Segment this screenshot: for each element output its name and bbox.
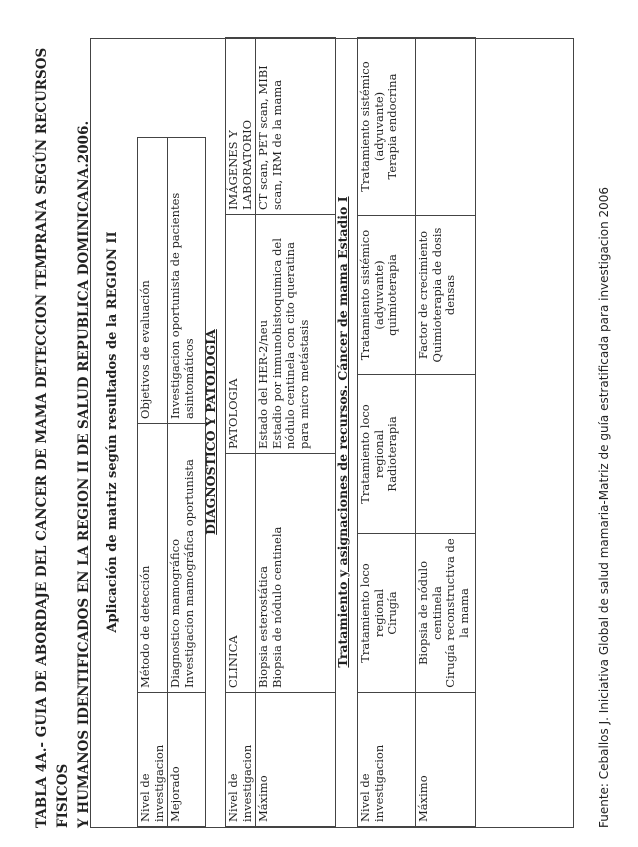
treatment-cell-line: Factor de crecimiento <box>416 230 430 360</box>
diagnosis-cell <box>256 215 336 454</box>
treatment-cell <box>416 534 476 693</box>
diagnosis-header: CLINICA <box>226 454 256 693</box>
diagnosis-table <box>225 37 336 827</box>
treatment-header-line: quimioterapia <box>385 254 399 336</box>
treatment-header <box>358 38 416 216</box>
diagnosis-header: Nivel de investigacion <box>226 693 256 827</box>
treatment-header-line: Tratamiento loco regional <box>358 563 386 663</box>
diagnosis-pathology-line: Estadio por inmunohistoquimica del nódulo centinela con cito queratina para micro metástasis <box>269 238 311 449</box>
treatment-header-line: Tratamiento sistémico (adyuvante) <box>358 61 386 192</box>
treatment-cell-line: Biopsia de nódulo centinela <box>416 560 444 666</box>
detection-cell: Mejorado <box>168 693 206 827</box>
treatment-header-line: Radioterapia <box>385 416 399 492</box>
source-footnote: Fuente: Ceballos J. Iniciativa Global de salud mamaria-Matriz de guía estratificada para investigacion 2006 <box>597 186 611 828</box>
treatment-heading: Tratamiento y asignaciones de recursos. Cáncer de mama Estadio I <box>335 196 350 668</box>
diagnosis-cell: Máximo <box>256 693 336 827</box>
diagnosis-header: PATOLOGIA <box>226 215 256 454</box>
diagnosis-clinic-line: Biopsia esterostática <box>256 565 270 688</box>
diagnosis-clinic-line: Biopsia de nódulo centinela <box>269 526 284 688</box>
detection-header: Objetivos de evaluación <box>138 138 168 424</box>
title-line-2: Y HUMANOS IDENTIFICADOS EN LA REGION II DE SALUD REPUBLICA DOMINICANA.2006. <box>76 120 92 828</box>
detection-method-line: Investigacion mamográfica oportunista <box>181 459 196 688</box>
treatment-cell-line: Quimioterapia de dosis densas <box>429 227 457 363</box>
treatment-header-line: Cirugía <box>385 591 399 635</box>
treatment-header <box>358 534 416 693</box>
matrix-subtitle: Aplicación de matriz según resultados de la REGION II <box>105 231 120 633</box>
detection-method-line: Diagnostico mamográfico <box>168 538 182 688</box>
diagnosis-pathology-line: Estado del HER-2/neu <box>256 320 270 449</box>
table-title <box>32 28 95 828</box>
treatment-cell-line: Cirugía reconstructiva de la mama <box>443 538 471 688</box>
matrix-frame <box>90 38 574 828</box>
treatment-header-line: Terapia endocrina <box>385 73 399 180</box>
diagnosis-cell: CT scan, PET scan, MIBI scan, IRM de la mama <box>256 38 336 215</box>
treatment-cell <box>416 375 476 534</box>
title-line-1: TABLA 4A.- GUIA DE ABORDAJE DEL CANCER DE MAMA DETECCION TEMPRANA SEGÚN RECURSOS FISICOS <box>34 47 71 828</box>
diagnosis-header: IMÁGENES Y LABORATORIO <box>226 38 256 215</box>
detection-cell: Investigacion oportunista de pacientes asintomáticos <box>168 138 206 424</box>
detection-table <box>137 137 206 827</box>
treatment-header <box>358 375 416 534</box>
treatment-header <box>358 216 416 375</box>
detection-header: Nivel de investigacion <box>138 693 168 827</box>
treatment-cell: Máximo <box>416 693 476 827</box>
diagnosis-cell <box>256 454 336 693</box>
treatment-cell <box>416 216 476 375</box>
treatment-header-line: Tratamiento sistémico (adyuvante) <box>358 229 386 361</box>
detection-header: Método de detección <box>138 424 168 693</box>
diagnosis-heading: DIAGNOSTICO Y PATOLOGIA <box>203 329 218 535</box>
treatment-cell <box>416 38 476 216</box>
treatment-header: Nivel de investigacion <box>358 693 416 827</box>
treatment-header-line: Tratamiento loco regional <box>358 404 386 504</box>
rotated-page <box>22 28 622 828</box>
detection-cell <box>168 424 206 693</box>
treatment-table <box>357 37 476 827</box>
